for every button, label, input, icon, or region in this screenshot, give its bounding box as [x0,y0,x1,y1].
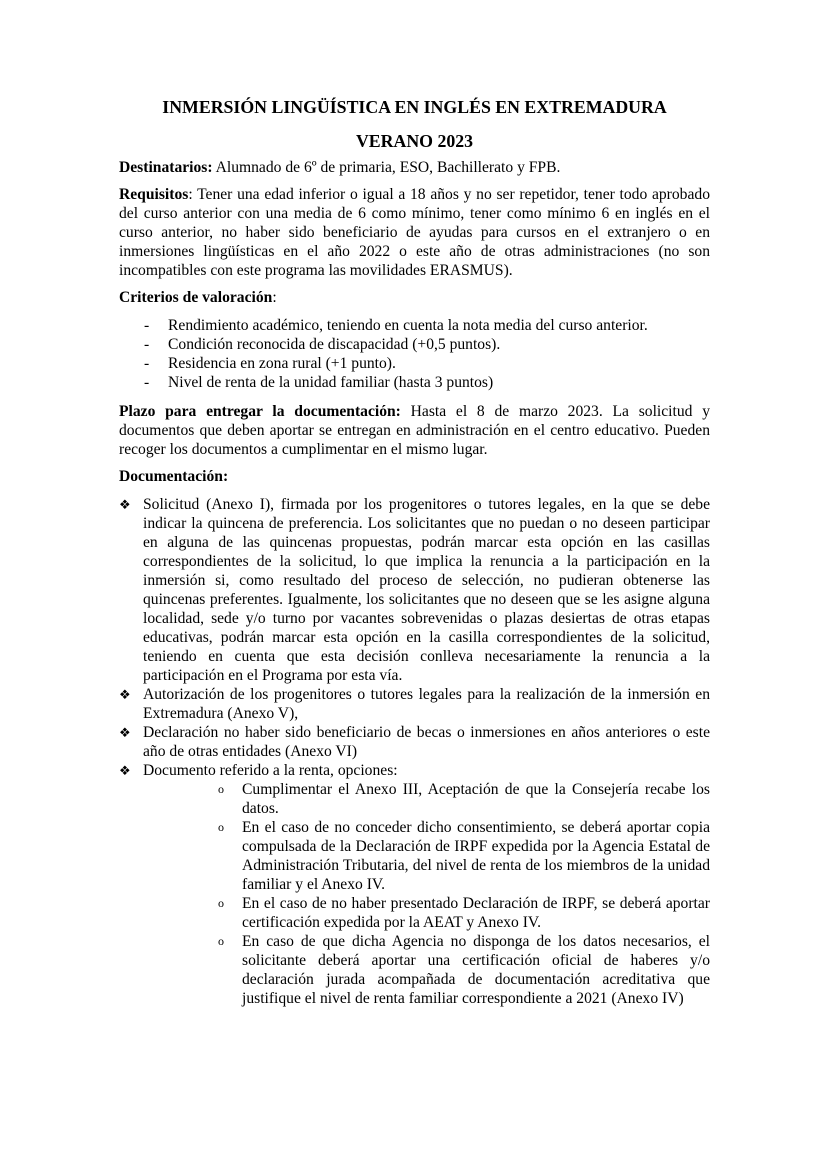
requisitos-label: Requisitos [119,186,189,203]
circle-bullet-icon: o [218,934,224,948]
documentacion-list [119,495,710,1008]
document-subtitle: VERANO 2023 [355,131,474,151]
dash-marker: - [144,336,150,353]
list-item-text: Cumplimentar el Anexo III, Aceptación de que la Consejería recabe los datos. [242,781,710,817]
circle-bullet-icon: o [218,820,224,834]
list-item-text: Documento referido a la renta, opciones: [143,762,398,779]
list-item [218,780,710,818]
document-page [119,96,710,1008]
list-item-text: En el caso de no conceder dicho consentimiento, se deberá aportar copia compulsada de la Declaración de IRPF expedida por la Agencia Estatal de Administración Tributaria, del nivel de renta de los miembros de la unidad familiar y el Anexo IV. [242,819,710,893]
list-item [218,932,710,1008]
renta-options-list [143,780,710,1008]
criterios-heading [119,288,710,307]
plazo-label: Plazo para entregar la documentación: [119,403,401,420]
list-item-text: Residencia en zona rural (+1 punto). [168,355,396,372]
list-item [119,495,710,685]
diamond-bullet-icon: ❖ [119,687,131,702]
list-item-text: En el caso de no haber presentado Declaración de IRPF, se deberá aportar certificación expedida por la AEAT y Anexo IV. [242,895,710,931]
destinatarios-text: Alumnado de 6º de primaria, ESO, Bachillerato y FPB. [212,159,561,176]
diamond-bullet-icon: ❖ [119,763,131,778]
diamond-bullet-icon: ❖ [119,497,131,512]
list-item [119,354,710,373]
list-item-text: En caso de que dicha Agencia no disponga de los datos necesarios, el solicitante deberá aportar una certificación oficial de haberes y/o declaración jurada acompañada de documentación acreditativa que justifique el nivel de renta familiar correspondiente a 2021 (Anexo IV) [242,933,710,1007]
diamond-bullet-icon: ❖ [119,725,131,740]
list-item [119,761,710,1008]
dash-marker: - [144,317,150,334]
criterios-list [119,316,710,392]
documentacion-heading: Documentación: [119,468,229,485]
list-item [119,723,710,761]
plazo-paragraph [119,402,710,459]
list-item-text: Condición reconocida de discapacidad (+0,5 puntos). [168,336,501,353]
dash-marker: - [144,374,150,391]
requisitos-paragraph [119,185,710,280]
list-item [218,818,710,894]
plazo-text: Hasta el 8 de marzo 2023. La solicitud y documentos que deben aportar se entregan en administración en el centro educativo. Pueden recoger los documentos a cumplimentar en el mismo lugar. [119,403,710,458]
list-item-text: Nivel de renta de la unidad familiar (hasta 3 puntos) [168,374,494,391]
document-title: INMERSIÓN LINGÜÍSTICA EN INGLÉS EN EXTREMADURA [162,97,667,117]
destinatarios-label: Destinatarios: [119,159,213,176]
criterios-label: Criterios de valoración [119,289,273,306]
circle-bullet-icon: o [218,896,224,910]
list-item-text: Declaración no haber sido beneficiario de becas o inmersiones en años anteriores o este año de otras entidades (Anexo VI) [143,724,710,760]
destinatarios-paragraph [119,158,710,177]
list-item [119,685,710,723]
list-item [218,894,710,932]
list-item-text: Autorización de los progenitores o tutores legales para la realización de la inmersión en Extremadura (Anexo V), [143,686,710,722]
requisitos-text: : Tener una edad inferior o igual a 18 años y no ser repetidor, tener todo aprobado del curso anterior con una media de 6 como mínimo, tener como mínimo 6 en inglés en el curso anterior, no haber sido beneficiario de ayudas para cursos en el extranjero o en inmersiones lingüísticas en el año 2022 o este año de otras administraciones (no son incompatibles con este programa las movilidades ERASMUS). [119,186,710,279]
list-item [119,373,710,392]
circle-bullet-icon: o [218,782,224,796]
list-item [119,316,710,335]
list-item [119,335,710,354]
list-item-text: Solicitud (Anexo I), firmada por los progenitores o tutores legales, en la que se debe indicar la quincena de preferencia. Los solicitantes que no puedan o no deseen participar en alguna de las quincenas propuestas, podrán marcar esta opción en las casillas correspondientes de la solicitud, lo que implica la renuncia a la participación en la inmersión si, como resultado del proceso de selección, no pudieran obtenerse las quincenas preferentes. Igualmente, los solicitantes que no deseen que se les asigne alguna localidad, sede y/o turno por vacantes sobrevenidas o plazas desiertas de otras etapas educativas, podrán marcar esta opción en la casilla correspondientes de la solicitud, teniendo en cuenta que esta decisión conlleva necesariamente la renuncia a la participación en el Programa por esta vía. [143,496,710,684]
criterios-colon: : [272,289,277,306]
list-item-text: Rendimiento académico, teniendo en cuenta la nota media del curso anterior. [168,317,648,334]
dash-marker: - [144,355,150,372]
